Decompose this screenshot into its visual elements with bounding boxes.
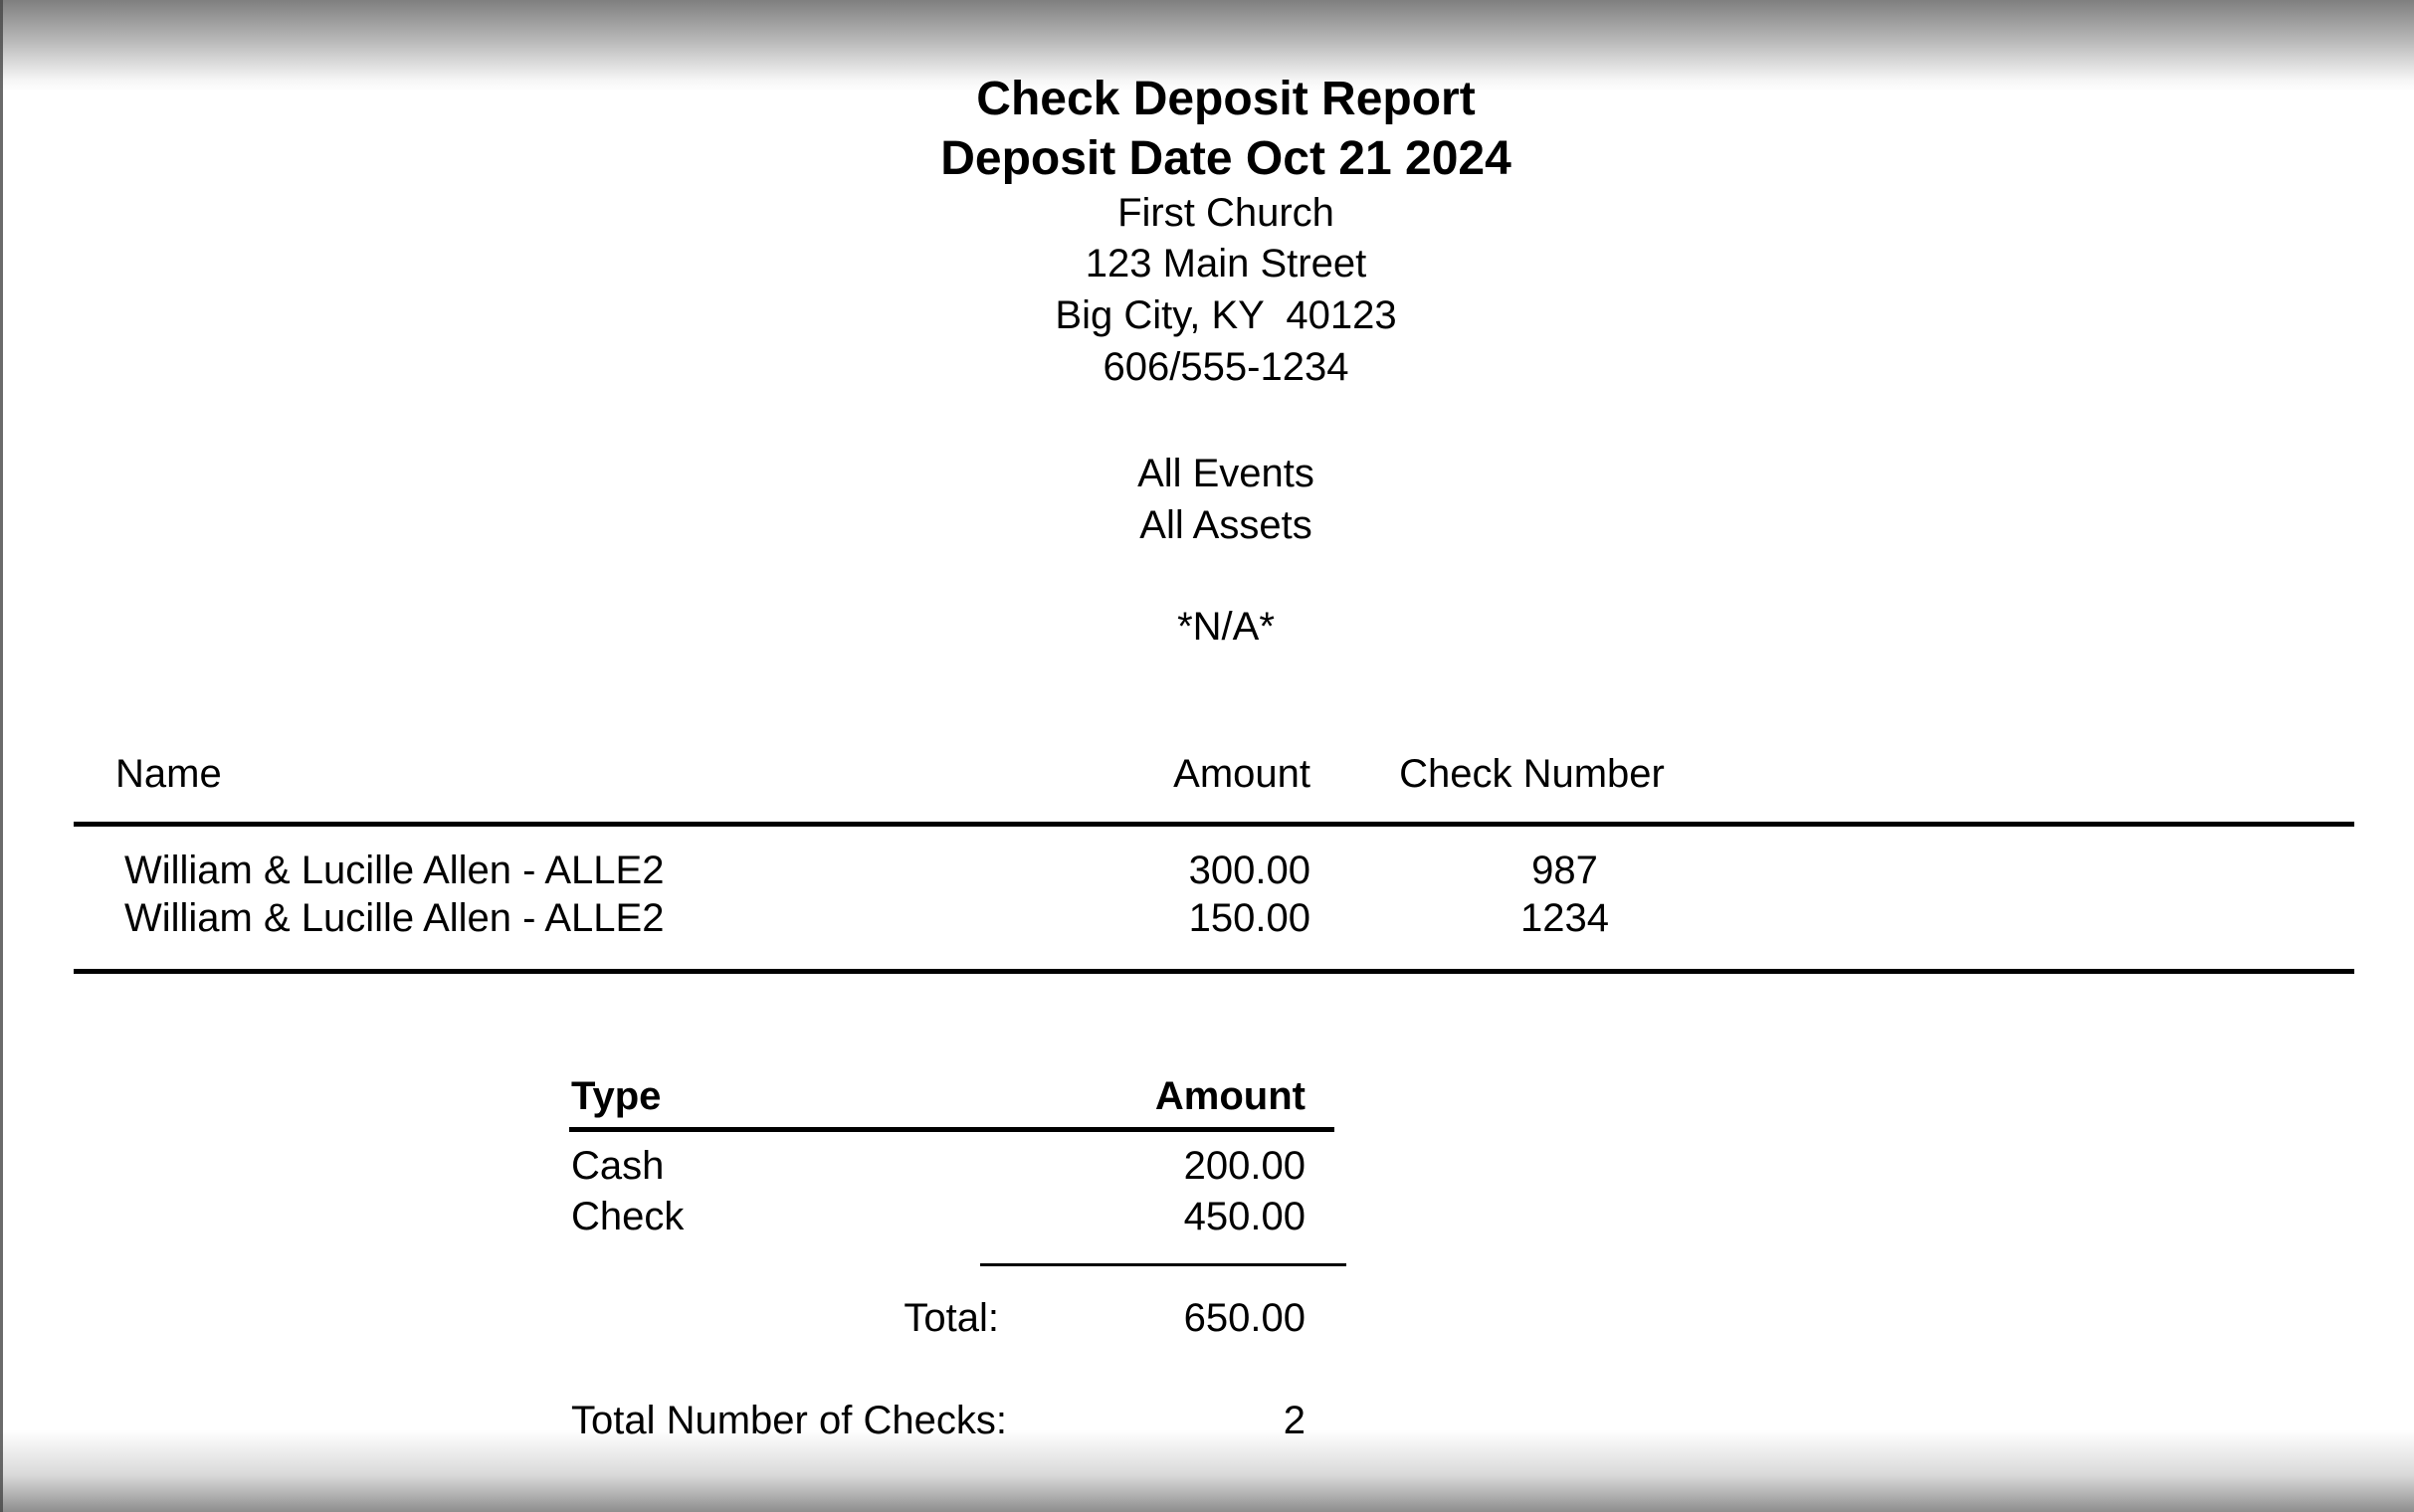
summary-amount: 450.00 <box>1183 1195 1306 1238</box>
filter-all-events: All Events <box>1137 452 1314 495</box>
summary-header-rule <box>569 1127 1334 1132</box>
org-name: First Church <box>1117 191 1334 235</box>
total-checks-value: 2 <box>1283 1399 1306 1442</box>
check-amount: 300.00 <box>1188 849 1310 892</box>
report-subtitle: Deposit Date Oct 21 2024 <box>940 132 1511 185</box>
checks-table-bottom-rule <box>74 969 2354 974</box>
summary-total-rule <box>980 1263 1346 1266</box>
check-payer-name: William & Lucille Allen - ALLE2 <box>124 849 665 892</box>
report-title: Check Deposit Report <box>976 73 1476 125</box>
check-number: 987 <box>1531 849 1598 892</box>
summary-header-type: Type <box>571 1074 662 1118</box>
fund-note: *N/A* <box>1177 605 1275 649</box>
filter-all-assets: All Assets <box>1139 503 1312 547</box>
col-header-amount: Amount <box>1173 752 1310 796</box>
org-address-line2: Big City, KY 40123 <box>1055 293 1397 337</box>
total-amount: 650.00 <box>1183 1296 1306 1340</box>
summary-type-label: Cash <box>571 1144 665 1188</box>
org-phone: 606/555-1234 <box>1103 345 1349 389</box>
org-address-line1: 123 Main Street <box>1085 242 1367 285</box>
check-number: 1234 <box>1520 896 1609 940</box>
total-checks-label: Total Number of Checks: <box>571 1399 1007 1442</box>
summary-amount: 200.00 <box>1183 1144 1306 1188</box>
check-payer-name: William & Lucille Allen - ALLE2 <box>124 896 665 940</box>
checks-table-top-rule <box>74 822 2354 827</box>
summary-header-amount: Amount <box>1154 1074 1306 1118</box>
window-left-border <box>0 0 3 1512</box>
total-label: Total: <box>904 1296 999 1340</box>
col-header-check-number: Check Number <box>1399 752 1665 796</box>
summary-type-label: Check <box>571 1195 685 1238</box>
check-amount: 150.00 <box>1188 896 1310 940</box>
col-header-name: Name <box>115 752 222 796</box>
